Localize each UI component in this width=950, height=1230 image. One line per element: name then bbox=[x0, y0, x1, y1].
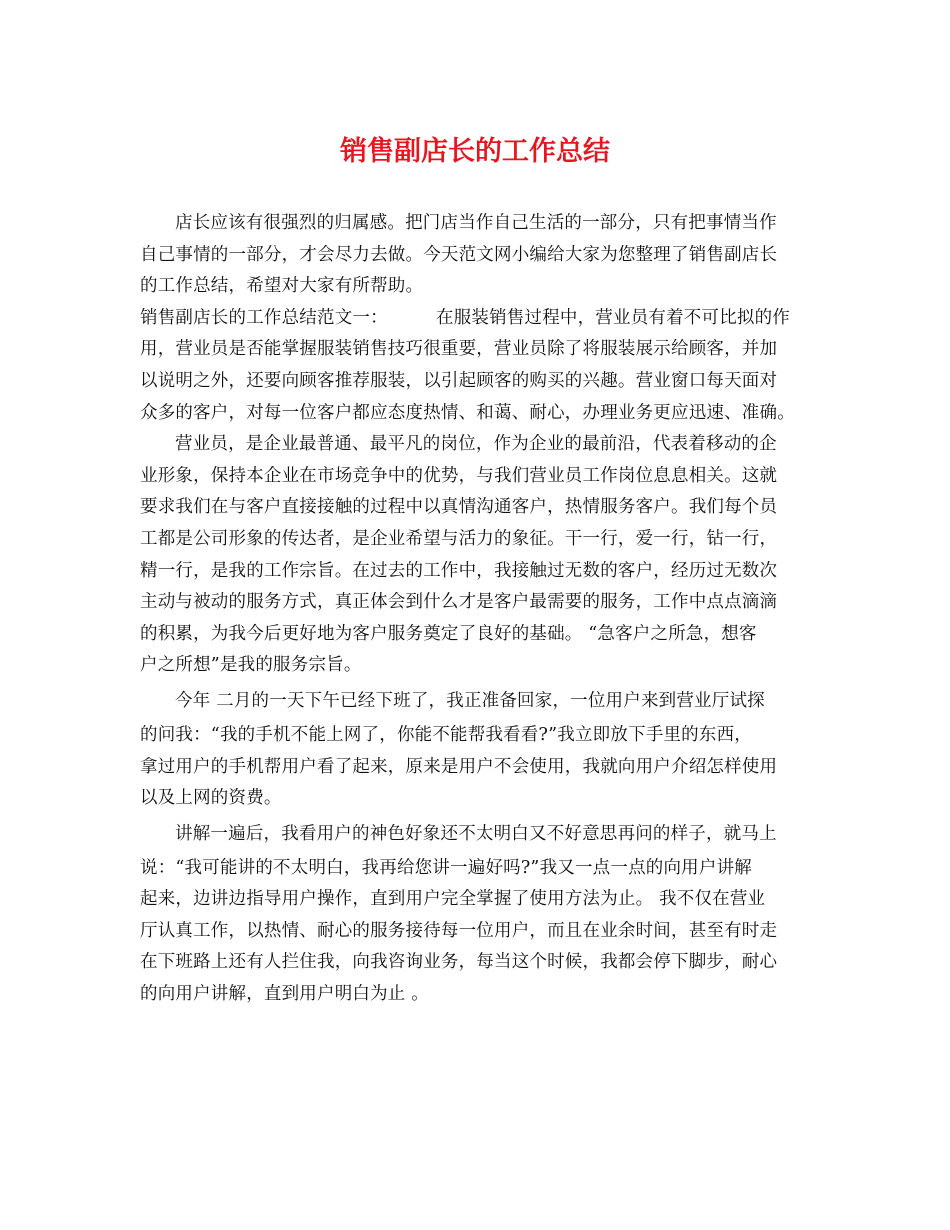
paragraph-line: 户之所想”是我的服务宗旨。 bbox=[140, 655, 362, 676]
paragraph-line: 的向用户讲解，直到用户明白为止 。 bbox=[140, 984, 429, 1005]
paragraph-line: 要求我们在与客户直接接触的过程中以真情沟通客户，热情服务客户。我们每个员 bbox=[140, 497, 778, 518]
paragraph-line: 用，营业员是否能掌握服装销售技巧很重要，营业员除了将服装展示给顾客，并加 bbox=[140, 339, 778, 360]
paragraph-line: 营业员，是企业最普通、最平凡的岗位，作为企业的最前沿，代表着移动的企 bbox=[175, 434, 777, 455]
paragraph-line: 以及上网的资费。 bbox=[140, 788, 282, 809]
paragraph-line: 主动与被动的服务方式，真正体会到什么才是客户最需要的服务，工作中点点滴滴 bbox=[140, 592, 778, 613]
paragraph-line: 以说明之外，还要向顾客推荐服装，以引起顾客的购买的兴趣。营业窗口每天面对 bbox=[140, 370, 778, 391]
paragraph-line: 的问我：“我的手机不能上网了，你能不能帮我看看?”我立即放下手里的东西， bbox=[140, 724, 752, 745]
paragraph-line: 众多的客户，对每一位客户都应态度热情、和蔼、耐心，办理业务更应迅速、准确。 bbox=[140, 402, 795, 423]
paragraph-line: 讲解一遍后，我看用户的神色好象还不太明白又不好意思再问的样子，就马上 bbox=[175, 823, 777, 844]
paragraph-line: 工都是公司形象的传达者，是企业希望与活力的象征。干一行，爱一行，钻一行， bbox=[140, 528, 778, 549]
paragraph-line: 精一行，是我的工作宗旨。在过去的工作中，我接触过无数的客户，经历过无数次 bbox=[140, 560, 778, 581]
paragraph-line: 拿过用户的手机帮用户看了起来，原来是用户不会使用，我就向用户介绍怎样使用 bbox=[140, 756, 778, 777]
paragraph-line: 厅认真工作，以热情、耐心的服务接待每一位用户，而且在业余时间，甚至有时走 bbox=[140, 920, 778, 941]
section-heading: 销售副店长的工作总结范文一： bbox=[140, 307, 388, 328]
paragraph-line: 业形象，保持本企业在市场竞争中的优势，与我们营业员工作岗位息息相关。这就 bbox=[140, 465, 778, 486]
paragraph-line: 说：“我可能讲的不太明白，我再给您讲一遍好吗?”我又一点一点的向用户讲解 bbox=[140, 857, 752, 878]
document-body bbox=[140, 208, 820, 1011]
paragraph-line: 自己事情的一部分，才会尽力去做。今天范文网小编给大家为您整理了销售副店长 bbox=[140, 244, 778, 265]
paragraph-line bbox=[140, 303, 820, 335]
paragraph-line: 今年 二月的一天下午已经下班了，我正准备回家，一位用户来到营业厅试探 bbox=[175, 690, 765, 711]
paragraph-line: 在下班路上还有人拦住我，向我咨询业务，每当这个时候，我都会停下脚步，耐心 bbox=[140, 952, 778, 973]
paragraph-text: 在服装销售过程中，营业员有着不可比拟的作 bbox=[436, 307, 790, 328]
paragraph-line: 的积累，为我今后更好地为客户服务奠定了良好的基础。 “急客户之所急，想客 bbox=[140, 623, 757, 644]
document-title: 销售副店长的工作总结 bbox=[340, 136, 610, 167]
paragraph-line: 的工作总结，希望对大家有所帮助。 bbox=[140, 276, 424, 297]
paragraph-line: 起来，边讲边指导用户操作，直到用户完全掌握了使用方法为止。 我不仅在营业 bbox=[140, 889, 766, 910]
paragraph-line: 店长应该有很强烈的归属感。把门店当作自己生活的一部分，只有把事情当作 bbox=[175, 213, 777, 233]
